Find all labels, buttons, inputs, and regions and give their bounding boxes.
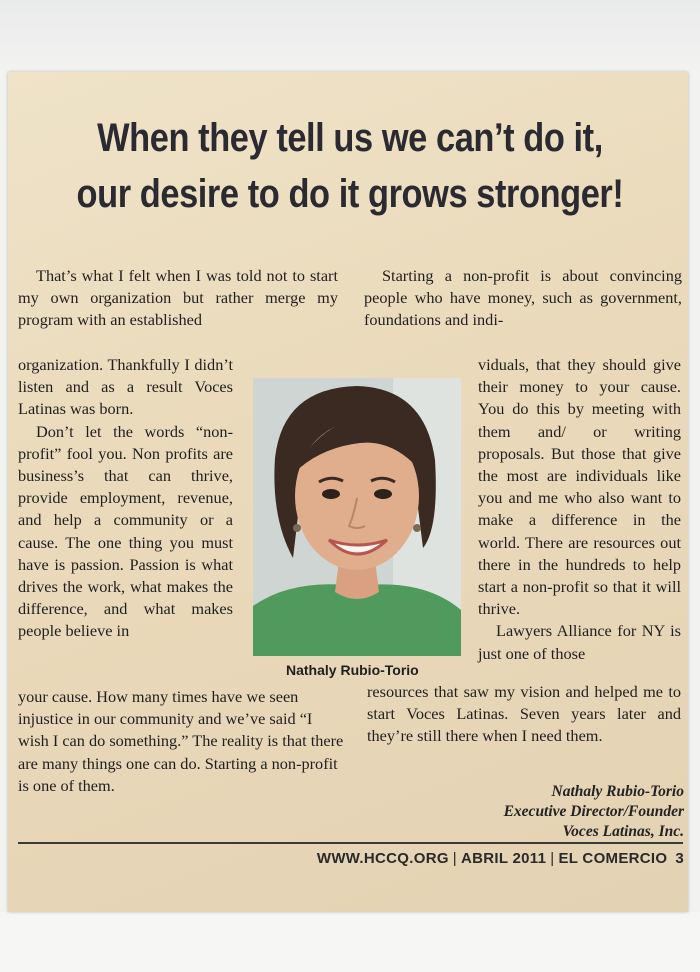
headline-line-2: our desire to do it grows stronger! bbox=[76, 172, 624, 216]
left-column-intro bbox=[18, 265, 338, 332]
left-column-paragraph-2: Don’t let the words “non-profit” fool you. Non profits are business’s that can thrive, provide employment, revenue, and help a community or a cause. The one thing you must have is passion. Passion is what drives the work, what makes the difference, and what makes people believe in bbox=[18, 421, 233, 641]
right-column-intro bbox=[364, 265, 682, 332]
right-column-closing bbox=[367, 681, 681, 748]
footer-publication: EL COMERCIO bbox=[558, 850, 668, 867]
left-column-paragraph-1: organization. Thankfully I didn’t listen and as a result Voces Latinas was born. bbox=[18, 355, 233, 419]
right-column-closing-text: resources that saw my vision and helped me to start Voces Latinas. Seven years later and they’re still there when I need them. bbox=[367, 682, 681, 746]
scanner-background-top bbox=[0, 0, 700, 75]
right-column-wrap bbox=[478, 354, 681, 665]
headline-line-1: When they tell us we can’t do it, bbox=[97, 116, 603, 160]
footer-separator: | bbox=[550, 850, 555, 867]
footer-divider bbox=[18, 842, 683, 844]
photo-caption: Nathaly Rubio-Torio bbox=[286, 662, 419, 678]
right-column-paragraph-1: viduals, that they should give their money to your cause. You do this by meeting with them and/ or writing proposals. But those that give the most are individuals like you and me who also want to make a difference in the world. There are resources out there in the hundreds to help start a non-profit so that it will thrive. bbox=[478, 355, 681, 619]
article-headline bbox=[49, 110, 651, 222]
portrait-illustration bbox=[253, 378, 461, 656]
left-column-intro-text: That’s what I felt when I was told not to start my own organization but rather merge my program with an established bbox=[18, 266, 338, 330]
footer-date: ABRIL 2011 bbox=[461, 850, 547, 867]
footer-page-number: 3 bbox=[675, 850, 684, 867]
signature-title: Executive Director/Founder bbox=[503, 803, 684, 820]
signature-name: Nathaly Rubio-Torio bbox=[551, 783, 684, 800]
signature-organization: Voces Latinas, Inc. bbox=[562, 823, 684, 840]
left-column-closing-text: your cause. How many times have we seen injustice in our community and we’ve said “I wish I can do something.” The reality is that there are many things one can do. Starting a non-profit is one of them. bbox=[18, 687, 344, 795]
left-column-wrap bbox=[18, 354, 233, 643]
article-signature bbox=[504, 782, 684, 842]
footer-website: WWW.HCCQ.ORG bbox=[316, 850, 449, 867]
portrait-photo bbox=[253, 378, 461, 656]
right-column-paragraph-2: Lawyers Alliance for NY is just one of those bbox=[478, 621, 681, 663]
page-footer bbox=[317, 850, 684, 867]
left-column-closing bbox=[18, 686, 345, 797]
scanner-background-bottom bbox=[0, 912, 700, 972]
right-column-intro-text: Starting a non-profit is about convincing people who have money, such as government, foundations and indi- bbox=[364, 266, 682, 330]
footer-separator: | bbox=[452, 850, 457, 867]
